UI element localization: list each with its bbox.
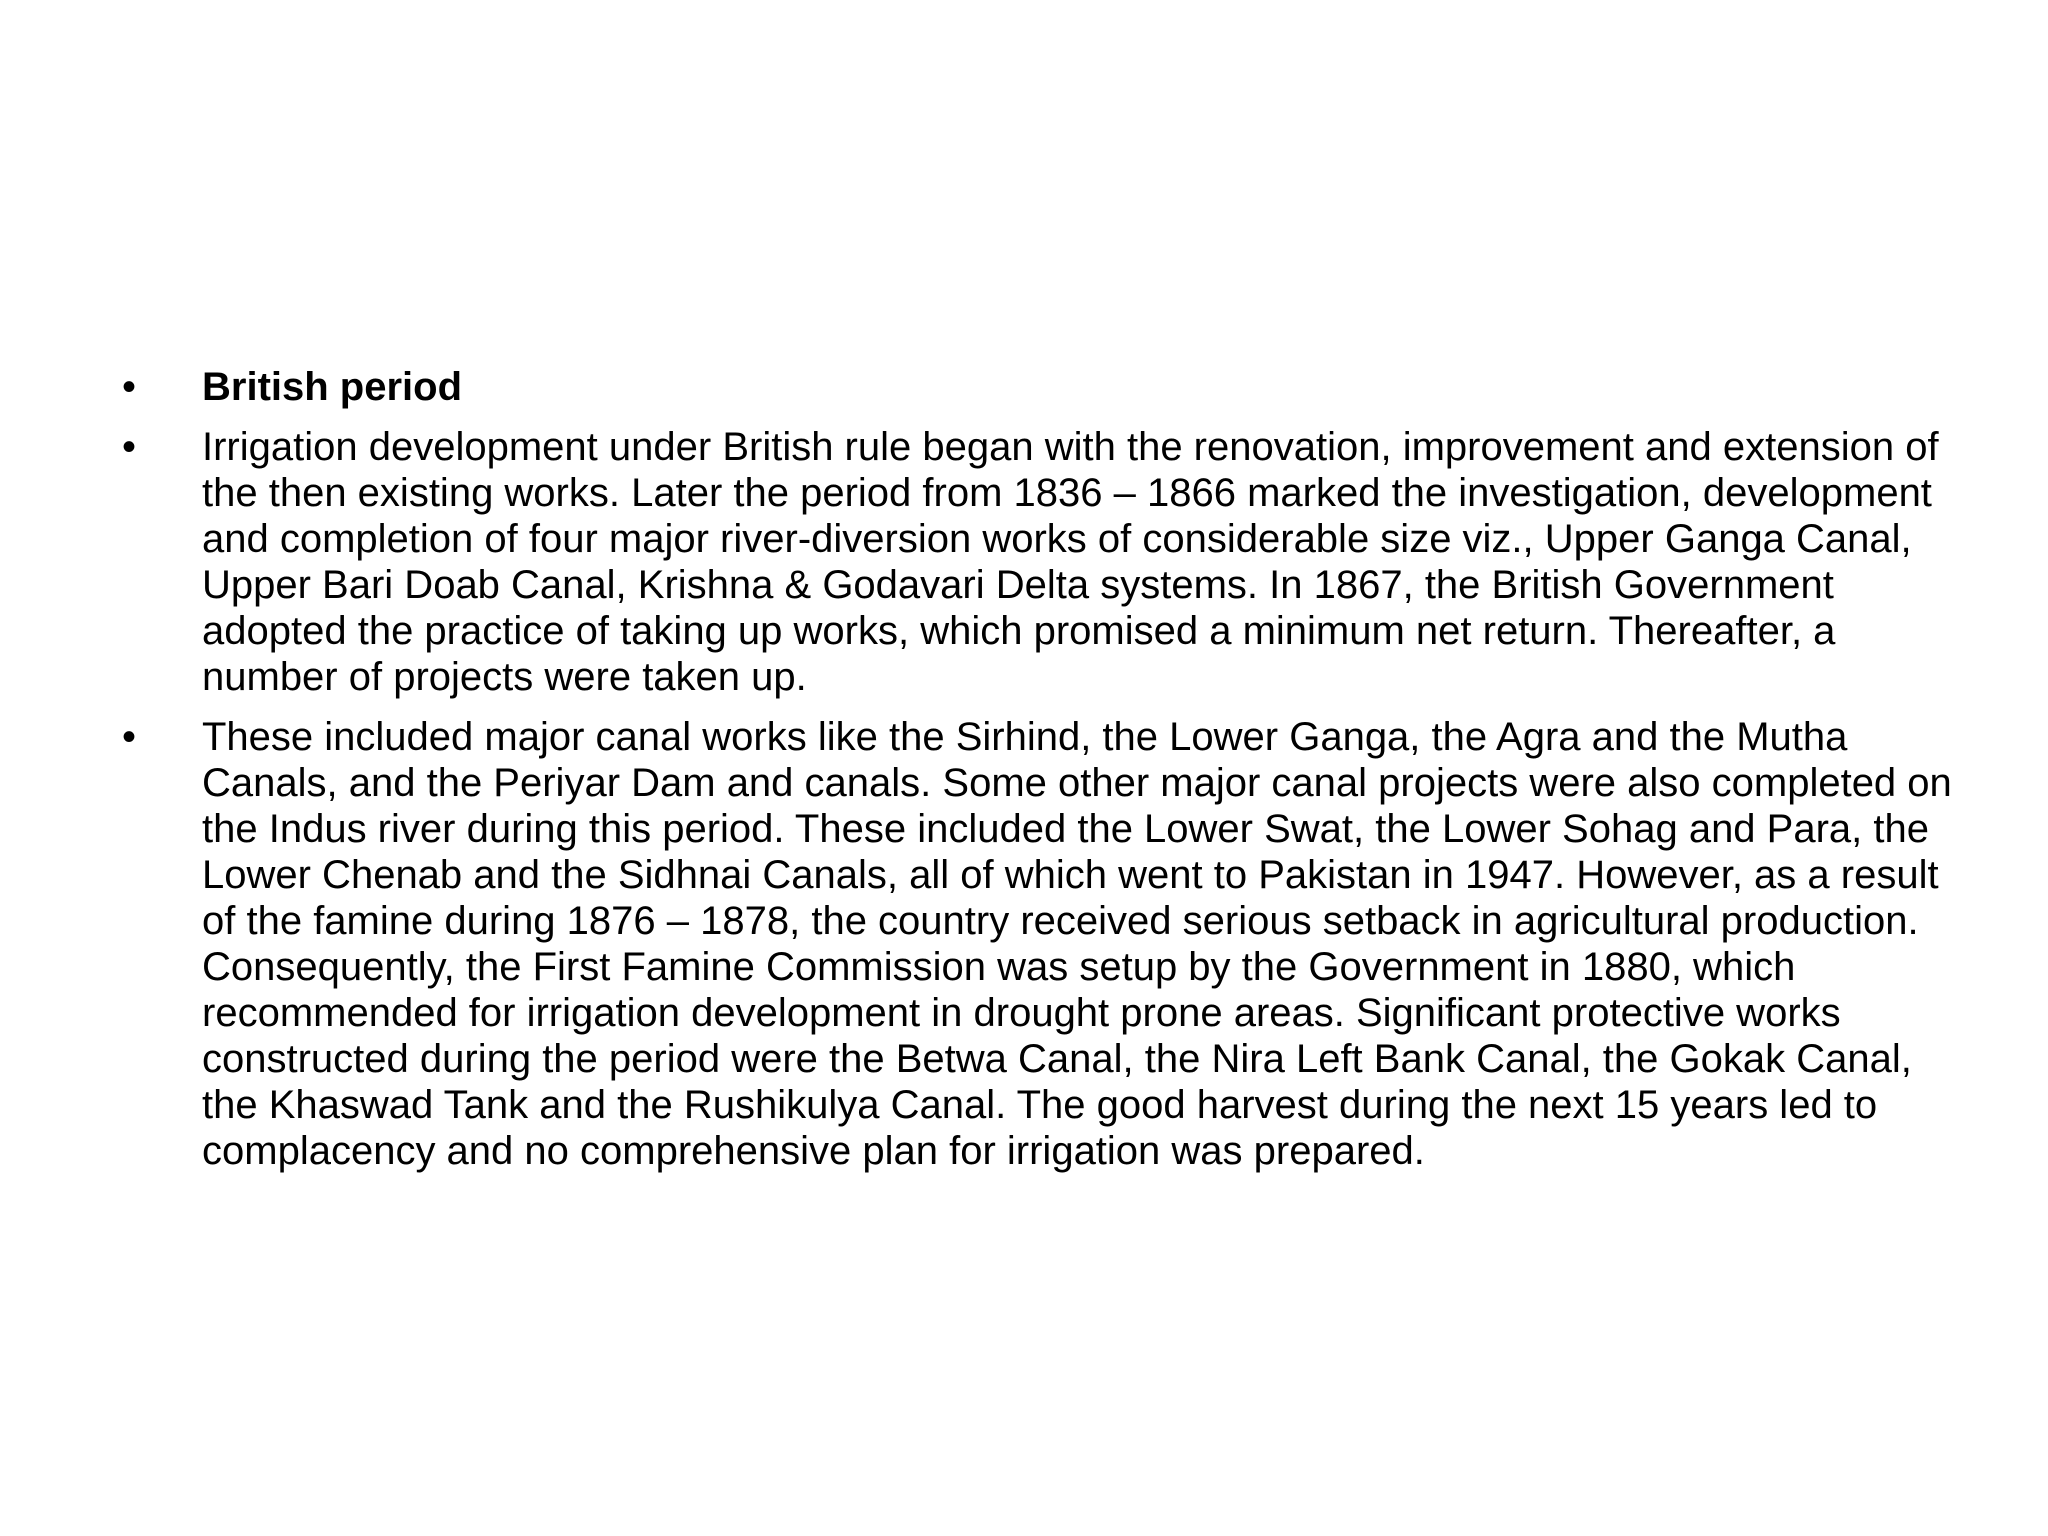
bullet-mark: • (122, 425, 137, 469)
slide-content (122, 364, 1952, 1188)
bullet-item-paragraph-2 (122, 714, 1952, 1174)
bullet-mark: • (122, 715, 137, 759)
bullet-mark: • (122, 365, 137, 409)
section-heading: British period (202, 365, 463, 409)
bullet-item-paragraph-1 (122, 424, 1952, 700)
bullet-item-heading (122, 364, 1952, 410)
paragraph-text: Irrigation development under British rule began with the renovation, improvement and extension of the then existing works. Later the period from 1836 – 1866 marked the investigation, development and completion of four major river-diversion works of considerable size viz., Upper Ganga Canal, Upper Bari Doab Canal, Krishna & Godavari Delta systems. In 1867, the British Government adopted the practice of taking up works, which promised a minimum net return. Thereafter, a number of projects were taken up. (202, 425, 1939, 699)
paragraph-text: These included major canal works like the Sirhind, the Lower Ganga, the Agra and the Mutha Canals, and the Periyar Dam and canals. Some other major canal projects were also completed on the Indus river during this period. These included the Lower Swat, the Lower Sohag and Para, the Lower Chenab and the Sidhnai Canals, all of which went to Pakistan in 1947. However, as a result of the famine during 1876 – 1878, the country received serious setback in agricultural production. Consequently, the First Famine Commission was setup by the Government in 1880, which recommended for irrigation development in drought prone areas. Significant protective works constructed during the period were the Betwa Canal, the Nira Left Bank Canal, the Gokak Canal, the Khaswad Tank and the Rushikulya Canal. The good harvest during the next 15 years led to complacency and no comprehensive plan for irrigation was prepared. (202, 715, 1952, 1173)
